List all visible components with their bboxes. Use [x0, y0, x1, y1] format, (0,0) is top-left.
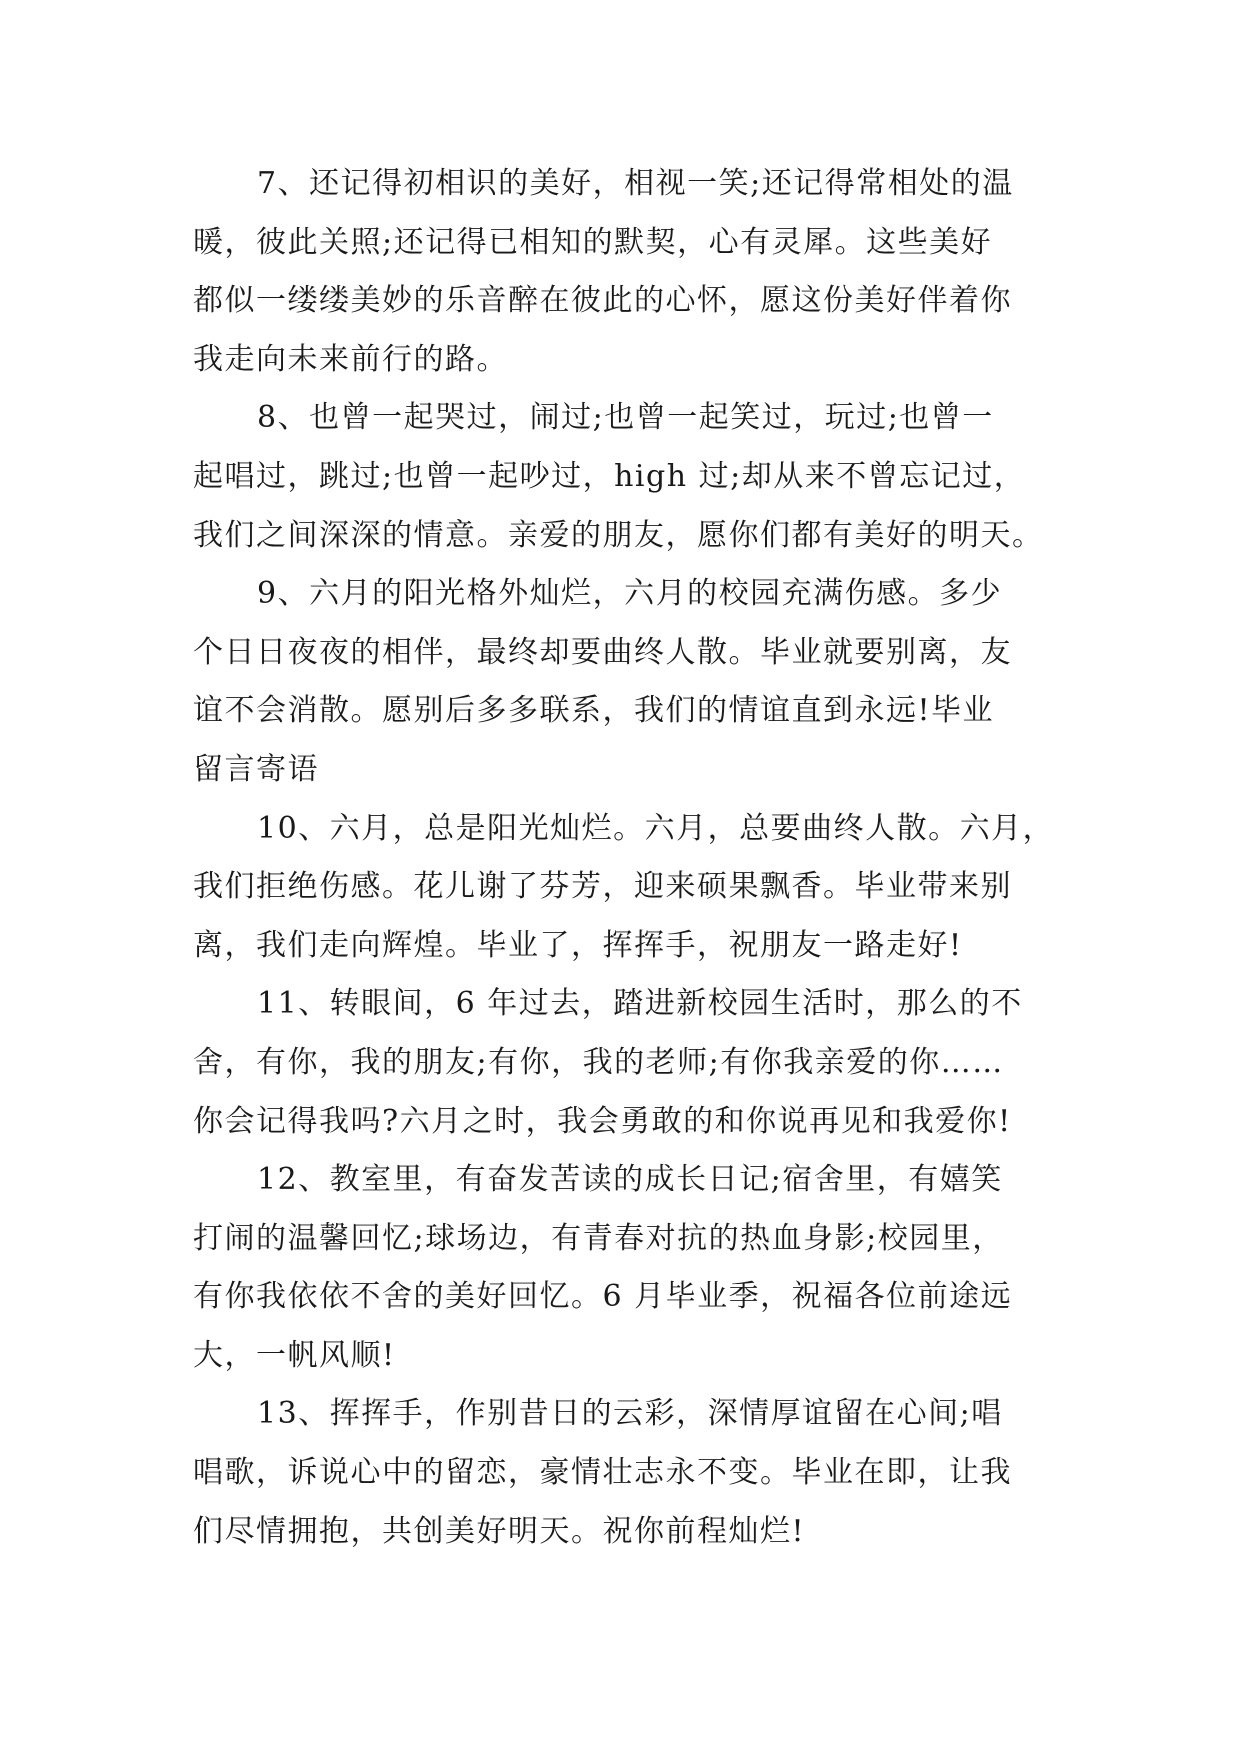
paragraph-line: 13、挥挥手，作别昔日的云彩，深情厚谊留在心间;唱: [257, 1396, 1003, 1432]
paragraph-line: 我们之间深深的情意。亲爱的朋友，愿你们都有美好的明天。: [193, 517, 1044, 553]
paragraph-line: 我们拒绝伤感。花儿谢了芬芳，迎来硕果飘香。毕业带来别: [193, 869, 1012, 905]
paragraph-line: 打闹的温馨回忆;球场边，有青春对抗的热血身影;校园里，: [193, 1220, 1004, 1256]
paragraph-line: 都似一缕缕美妙的乐音醉在彼此的心怀，愿这份美好伴着你: [193, 283, 1012, 319]
paragraph-line: 你会记得我吗?六月之时，我会勇敢的和你说再见和我爱你!: [193, 1103, 1012, 1139]
paragraph-line: 7、还记得初相识的美好，相视一笑;还记得常相处的温: [257, 166, 1014, 201]
paragraph-line: 8、也曾一起哭过，闹过;也曾一起笑过，玩过;也曾一: [257, 400, 994, 436]
paragraph-line: 12、教室里，有奋发苦读的成长日记;宿舍里，有嬉笑: [257, 1162, 1003, 1198]
paragraph-line: 们尽情拥抱，共创美好明天。祝你前程灿烂!: [193, 1513, 806, 1549]
paragraph-12: [193, 1151, 1063, 1385]
paragraph-13: [193, 1385, 1063, 1561]
paragraph-9: [193, 565, 1063, 799]
paragraph-line: 个日日夜夜的相伴，最终却要曲终人散。毕业就要别离，友: [193, 634, 1012, 670]
paragraph-line: 舍，有你，我的朋友;有你，我的老师;有你我亲爱的你……: [193, 1044, 1004, 1080]
paragraph-line: 10、六月，总是阳光灿烂。六月，总要曲终人散。六月，: [257, 810, 1055, 846]
document-body: [193, 155, 1063, 1561]
paragraph-7: [193, 155, 1063, 389]
paragraph-line: 唱歌，诉说心中的留恋，豪情壮志永不变。毕业在即，让我: [193, 1455, 1012, 1491]
paragraph-10: [193, 800, 1063, 976]
paragraph-8: [193, 389, 1063, 565]
paragraph-line: 起唱过，跳过;也曾一起吵过，high 过;却从来不曾忘记过，: [193, 458, 1026, 494]
paragraph-line: 11、转眼间，6 年过去，踏进新校园生活时，那么的不: [257, 986, 1023, 1022]
paragraph-11: [193, 975, 1063, 1151]
paragraph-line: 9、六月的阳光格外灿烂，六月的校园充满伤感。多少: [257, 576, 1003, 612]
paragraph-line: 大，一帆风顺!: [193, 1337, 396, 1373]
paragraph-line: 留言寄语: [193, 751, 319, 787]
paragraph-line: 谊不会消散。愿别后多多联系，我们的情谊直到永远!毕业: [193, 693, 995, 729]
paragraph-line: 我走向未来前行的路。: [193, 341, 508, 377]
paragraph-line: 离，我们走向辉煌。毕业了，挥挥手，祝朋友一路走好!: [193, 927, 963, 963]
paragraph-line: 暖，彼此关照;还记得已相知的默契，心有灵犀。这些美好: [193, 224, 993, 260]
paragraph-line: 有你我依依不舍的美好回忆。6 月毕业季，祝福各位前途远: [193, 1279, 1013, 1315]
